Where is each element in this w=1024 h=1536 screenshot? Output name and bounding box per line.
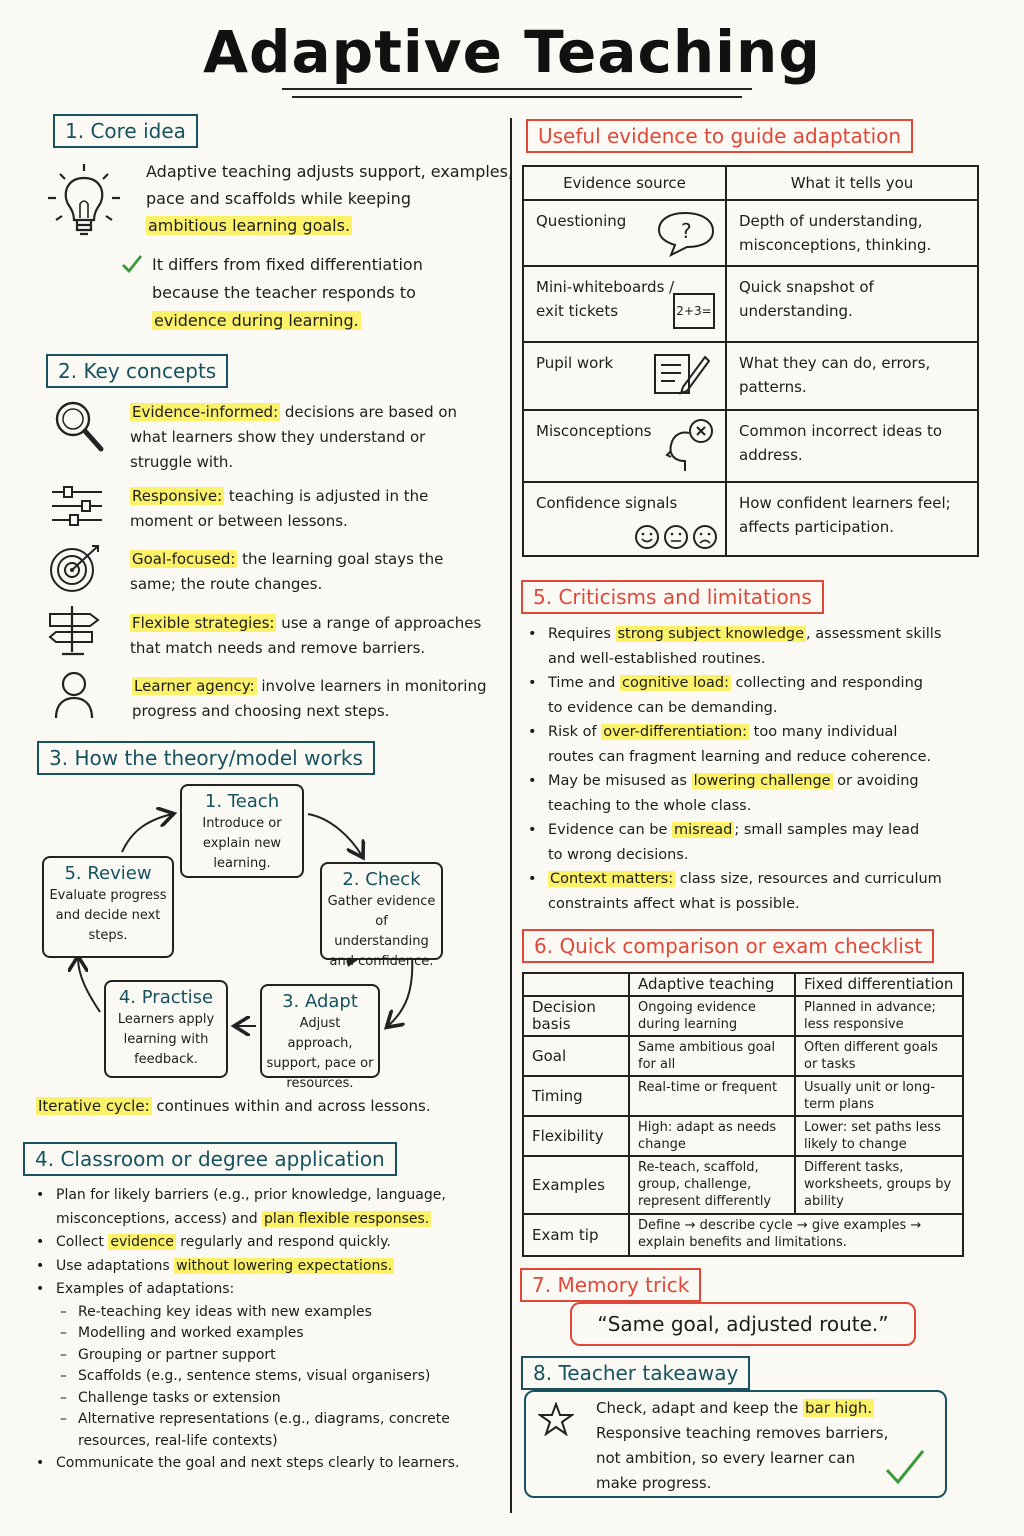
list-item: • Requires strong subject knowledge , assessment skills and well-established routines. bbox=[524, 622, 974, 671]
comparison-cell: Usually unit or long-term plans bbox=[795, 1076, 963, 1116]
svg-text:?: ? bbox=[681, 219, 692, 243]
evidence-source: Confidence signals bbox=[536, 494, 678, 512]
page-title: Adaptive Teaching bbox=[203, 18, 821, 86]
evidence-source: Questioning bbox=[536, 212, 627, 230]
comparison-table bbox=[522, 972, 964, 1257]
key-concepts-heading: 2. Key concepts bbox=[46, 354, 228, 388]
list-item: • Risk of over-differentiation: too many individual routes can fragment learning and reduce coherence. bbox=[524, 720, 974, 769]
list-item: • Collect evidence regularly and respond quickly. bbox=[32, 1231, 492, 1255]
checkmark-icon bbox=[120, 252, 144, 276]
exam-tip-text: Define → describe cycle → give examples → explain benefits and limitations. bbox=[629, 1214, 963, 1256]
cycle-step-check: 2. Check Gather evidence of understanding and confidence. bbox=[320, 862, 443, 960]
comparison-col-adaptive: Adaptive teaching bbox=[629, 973, 795, 996]
target-icon bbox=[48, 542, 104, 594]
evidence-col-source: Evidence source bbox=[523, 166, 726, 200]
criticisms-heading: 5. Criticisms and limitations bbox=[521, 580, 824, 614]
evidence-tells: Quick snapshot of understanding. bbox=[726, 266, 978, 342]
comparison-row-label: Goal bbox=[523, 1036, 629, 1076]
document-pencil-icon bbox=[653, 351, 711, 397]
evidence-source-cell bbox=[523, 200, 726, 266]
list-item: • Plan for likely barriers (e.g., prior knowledge, language, misconceptions, access) and plan flexible responses. bbox=[32, 1184, 492, 1231]
evidence-table bbox=[522, 165, 979, 557]
column-divider bbox=[510, 118, 512, 1513]
comparison-cell: Real-time or frequent bbox=[629, 1076, 795, 1116]
list-item: • Examples of adaptations: – Re-teaching key ideas with new examples – Modelling and worked examples – Grouping or partner support – Scaffolds (e.g., sentence stems, visual organisers) – Challenge tasks or extension – Alternative representations (e.g., diagrams, concrete resources, real-life contexts) bbox=[32, 1278, 492, 1452]
core-difference: It differs from fixed differentiation because the teacher responds to evidence during learning. bbox=[152, 255, 423, 330]
evidence-source-cell bbox=[523, 410, 726, 482]
cycle-step-practise: 4. Practise Learners apply learning with feedback. bbox=[104, 980, 228, 1078]
evidence-tells: Common incorrect ideas to address. bbox=[726, 410, 978, 482]
evidence-tells: Depth of understanding, misconceptions, thinking. bbox=[726, 200, 978, 266]
evidence-tells: How confident learners feel; affects participation. bbox=[726, 482, 978, 556]
evidence-source-cell bbox=[523, 266, 726, 342]
comparison-cell: Re-teach, scaffold, group, challenge, represent differently bbox=[629, 1156, 795, 1214]
signpost-icon bbox=[46, 604, 102, 658]
takeaway-text: Check, adapt and keep the bar high. Responsive teaching removes barriers, not ambition, so every learner can make progress. bbox=[596, 1399, 889, 1492]
memory-heading: 7. Memory trick bbox=[520, 1268, 701, 1302]
list-item: • Communicate the goal and next steps clearly to learners. bbox=[32, 1452, 492, 1476]
evidence-heading: Useful evidence to guide adaptation bbox=[526, 119, 913, 153]
person-icon bbox=[54, 670, 94, 720]
title-underline bbox=[292, 96, 742, 98]
iterative-cycle-note: Iterative cycle: continues within and across lessons. bbox=[38, 1097, 431, 1115]
evidence-source: Mini-whiteboards / exit tickets bbox=[536, 278, 675, 320]
lightbulb-icon bbox=[44, 160, 124, 244]
magnifier-icon bbox=[52, 398, 106, 454]
cycle-step-adapt: 3. Adapt Adjust approach, support, pace or resources. bbox=[260, 984, 380, 1078]
list-item: • Use adaptations without lowering expectations. bbox=[32, 1255, 492, 1279]
comparison-cell: High: adapt as needs change bbox=[629, 1116, 795, 1156]
list-item: • Context matters: class size, resources and curriculum constraints affect what is possible. bbox=[524, 867, 974, 916]
comparison-cell: Lower: set paths less likely to change bbox=[795, 1116, 963, 1156]
example-item: – Scaffolds (e.g., sentence stems, visual organisers) bbox=[56, 1366, 492, 1388]
concept-learner-agency: Learner agency: involve learners in monitoring progress and choosing next steps. bbox=[132, 677, 487, 720]
application-heading: 4. Classroom or degree application bbox=[23, 1142, 397, 1176]
list-item: • Time and cognitive load: collecting and responding to evidence can be demanding. bbox=[524, 671, 974, 720]
comparison-row-label: Exam tip bbox=[523, 1214, 629, 1256]
concept-goal-focused: Goal-focused: the learning goal stays the same; the route changes. bbox=[130, 550, 444, 593]
evidence-tells: What they can do, errors, patterns. bbox=[726, 342, 978, 410]
evidence-col-tells: What it tells you bbox=[726, 166, 978, 200]
takeaway-heading: 8. Teacher takeaway bbox=[521, 1356, 750, 1390]
comparison-cell: Often different goals or tasks bbox=[795, 1036, 963, 1076]
checkmark-icon bbox=[884, 1448, 926, 1486]
head-confused-icon bbox=[657, 417, 717, 475]
example-item: – Modelling and worked examples bbox=[56, 1323, 492, 1345]
cycle-step-teach: 1. Teach Introduce or explain new learning. bbox=[180, 784, 304, 878]
comparison-cell: Different tasks, worksheets, groups by ability bbox=[795, 1156, 963, 1214]
sliders-icon bbox=[50, 484, 104, 528]
star-icon bbox=[538, 1402, 574, 1436]
concept-flexible-strategies: Flexible strategies: use a range of approaches that match needs and remove barriers. bbox=[130, 614, 482, 657]
evidence-source-cell bbox=[523, 342, 726, 410]
application-list bbox=[32, 1184, 492, 1476]
comparison-row-label: Flexibility bbox=[523, 1116, 629, 1156]
comparison-row-label: Examples bbox=[523, 1156, 629, 1214]
comparison-row-label: Timing bbox=[523, 1076, 629, 1116]
list-item: • Evidence can be misread ; small samples may lead to wrong decisions. bbox=[524, 818, 974, 867]
confidence-faces-icon bbox=[633, 523, 719, 551]
example-item: – Challenge tasks or extension bbox=[56, 1388, 492, 1410]
comparison-cell: Same ambitious goal for all bbox=[629, 1036, 795, 1076]
title-underline bbox=[282, 88, 752, 90]
comparison-cell: Planned in advance; less responsive bbox=[795, 996, 963, 1036]
evidence-source: Misconceptions bbox=[536, 422, 652, 440]
criticisms-list bbox=[524, 622, 974, 916]
comparison-heading: 6. Quick comparison or exam checklist bbox=[522, 929, 934, 963]
example-item: – Grouping or partner support bbox=[56, 1345, 492, 1367]
concept-responsive: Responsive: teaching is adjusted in the moment or between lessons. bbox=[130, 487, 429, 530]
model-heading: 3. How the theory/model works bbox=[37, 741, 375, 775]
core-intro: Adaptive teaching adjusts support, examples, pace and scaffolds while keeping ambitious learning goals. bbox=[146, 162, 514, 235]
concept-evidence-informed: Evidence-informed: decisions are based on what learners show they understand or struggle with. bbox=[130, 403, 458, 471]
question-bubble-icon bbox=[655, 209, 719, 257]
memory-quote: “Same goal, adjusted route.” bbox=[570, 1302, 916, 1346]
evidence-source: Pupil work bbox=[536, 354, 614, 372]
comparison-row-label: Decision basis bbox=[523, 996, 629, 1036]
evidence-source-cell bbox=[523, 482, 726, 556]
comparison-corner bbox=[523, 973, 629, 996]
cycle-step-review: 5. Review Evaluate progress and decide next steps. bbox=[42, 856, 174, 958]
comparison-col-fixed: Fixed differentiation bbox=[795, 973, 963, 996]
example-item: – Alternative representations (e.g., diagrams, concrete resources, real-life contexts) bbox=[56, 1409, 492, 1452]
comparison-cell: Ongoing evidence during learning bbox=[629, 996, 795, 1036]
whiteboard-icon: 2+3= bbox=[673, 293, 715, 329]
list-item: • May be misused as lowering challenge or avoiding teaching to the whole class. bbox=[524, 769, 974, 818]
core-idea-heading: 1. Core idea bbox=[53, 114, 198, 148]
example-item: – Re-teaching key ideas with new examples bbox=[56, 1302, 492, 1324]
